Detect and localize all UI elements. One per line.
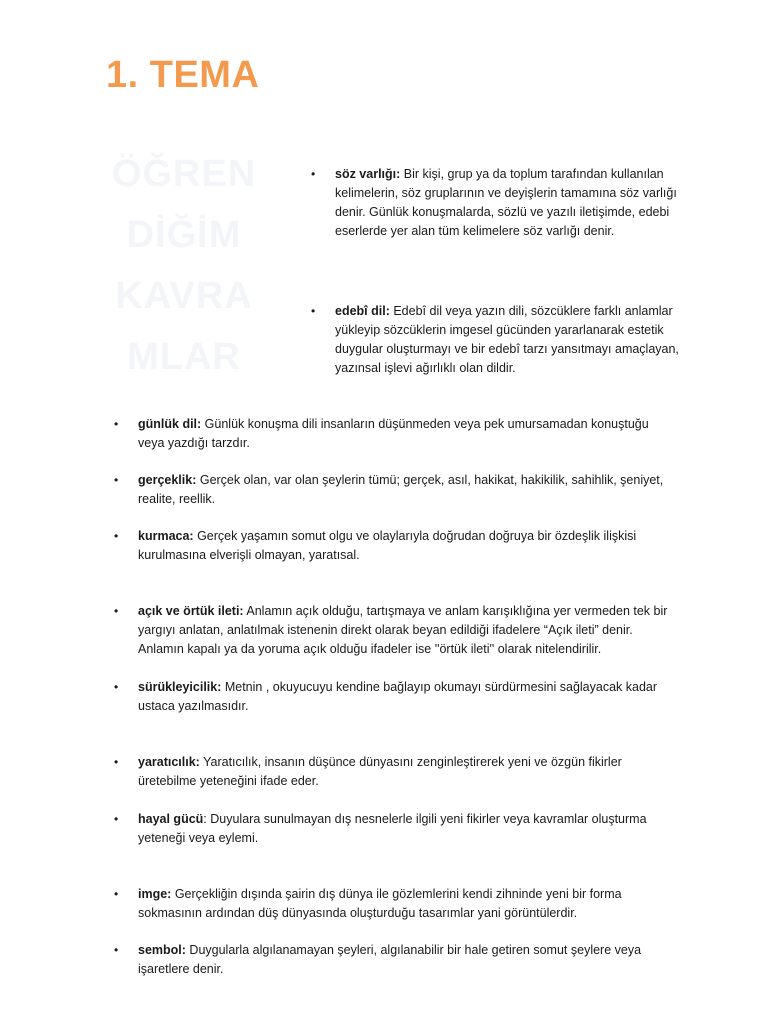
entry-term: günlük dil: <box>138 417 202 431</box>
watermark-line: ÖĞREN <box>111 153 257 195</box>
bullet-icon: • <box>114 887 119 901</box>
entry-term: edebî dil: <box>335 304 390 318</box>
bullet-icon: • <box>114 812 119 826</box>
bullet-icon: • <box>311 304 316 318</box>
bullet-icon: • <box>114 529 119 543</box>
entry-definition: Günlük konuşma dili insanların düşünmeden veya pek umursamadan konuştuğu veya yazdığı tarzdır. <box>138 417 649 450</box>
list-item-soz-varligi <box>311 165 685 241</box>
bullet-icon: • <box>311 167 316 181</box>
list-item-imge <box>114 885 678 923</box>
list-item-hayal-gucu <box>114 810 678 848</box>
bullet-icon: • <box>114 473 119 487</box>
list-item-edebi-dil <box>311 302 685 378</box>
list-item-gerceklik <box>114 471 678 509</box>
list-item-kurmaca <box>114 527 678 565</box>
watermark-line: DİĞİM <box>126 214 242 256</box>
list-item-surukleyicilik <box>114 678 678 716</box>
entry-term: imge: <box>138 887 172 901</box>
bullet-icon: • <box>114 755 119 769</box>
entry-term: sürükleyicilik: <box>138 680 222 694</box>
entry-definition: Gerçek olan, var olan şeylerin tümü; gerçek, asıl, hakikat, hakikilik, sahihlik, şeniyet, realite, reellik. <box>138 473 664 506</box>
watermark-text <box>104 144 264 388</box>
entry-term: hayal gücü <box>138 812 204 826</box>
list-item-gunluk-dil <box>114 415 678 453</box>
entry-definition: : Duyulara sunulmayan dış nesnelerle ilgili yeni fikirler veya kavramlar oluşturma yeteneği veya eylemi. <box>138 812 647 845</box>
list-item-yaraticilik <box>114 753 678 791</box>
entry-term: söz varlığı: <box>335 167 401 181</box>
entry-definition: Gerçekliğin dışında şairin dış dünya ile gözlemlerini kendi zihninde yeni bir forma sokmasının ardından düş dünyasında oluşturduğu tasarımlar yani görüntülerdir. <box>138 887 622 920</box>
entry-term: gerçeklik: <box>138 473 197 487</box>
list-item-sembol <box>114 941 678 979</box>
entry-definition: Bir kişi, grup ya da toplum tarafından kullanılan kelimelerin, söz gruplarının ve deyişlerin tamamına söz varlığı denir. Günlük konuşmalarda, sözlü ve yazılı iletişimde, edebi eserlerde yer alan tüm kelimelere söz varlığı denir. <box>335 167 677 238</box>
entry-term: yaratıcılık: <box>138 755 200 769</box>
entry-definition: Duygularla algılanamayan şeyleri, algılanabilir bir hale getiren somut şeylere veya işaretlere denir. <box>138 943 642 976</box>
watermark-line: MLAR <box>127 336 241 378</box>
watermark-line: KAVRA <box>115 275 253 317</box>
entry-term: kurmaca: <box>138 529 194 543</box>
bullet-icon: • <box>114 943 119 957</box>
bullet-icon: • <box>114 680 119 694</box>
bullet-icon: • <box>114 417 119 431</box>
list-item-acik-ve-ortuk-ileti <box>114 602 678 659</box>
entry-definition: Yaratıcılık, insanın düşünce dünyasını zenginleştirerek yeni ve özgün fikirler üretebilme yeteneğini ifade eder. <box>138 755 622 788</box>
page-title: 1. TEMA <box>106 54 260 96</box>
entry-definition: Edebî dil veya yazın dili, sözcüklere farklı anlamlar yükleyip sözcüklerin imgesel gücünden yararlanarak estetik duygular oluşturmayı ve bir edebî tarzı yansıtmayı amaçlayan, yazınsal işlevi ağırlıklı olan dildir. <box>335 304 679 375</box>
entry-definition: Anlamın açık olduğu, tartışmaya ve anlam karışıklığına yer vermeden tek bir yargıyı anlatan, anlatılmak istenenin direkt olarak beyan edildiği ifadelere “Açık ileti” denir. Anlamın kapalı ya da yoruma açık olduğu ifadeler ise ''örtük ileti'' olarak nitelendirilir. <box>138 604 668 656</box>
entry-term: açık ve örtük ileti: <box>138 604 244 618</box>
entry-term: sembol: <box>138 943 186 957</box>
entry-definition: Metnin , okuyucuyu kendine bağlayıp okumayı sürdürmesini sağlayacak kadar ustaca yazılmasıdır. <box>138 680 658 713</box>
bullet-icon: • <box>114 604 119 618</box>
entry-definition: Gerçek yaşamın somut olgu ve olaylarıyla doğrudan doğruya bir özdeşlik ilişkisi kurulmasına elverişli olmayan, yaratısal. <box>138 529 637 562</box>
